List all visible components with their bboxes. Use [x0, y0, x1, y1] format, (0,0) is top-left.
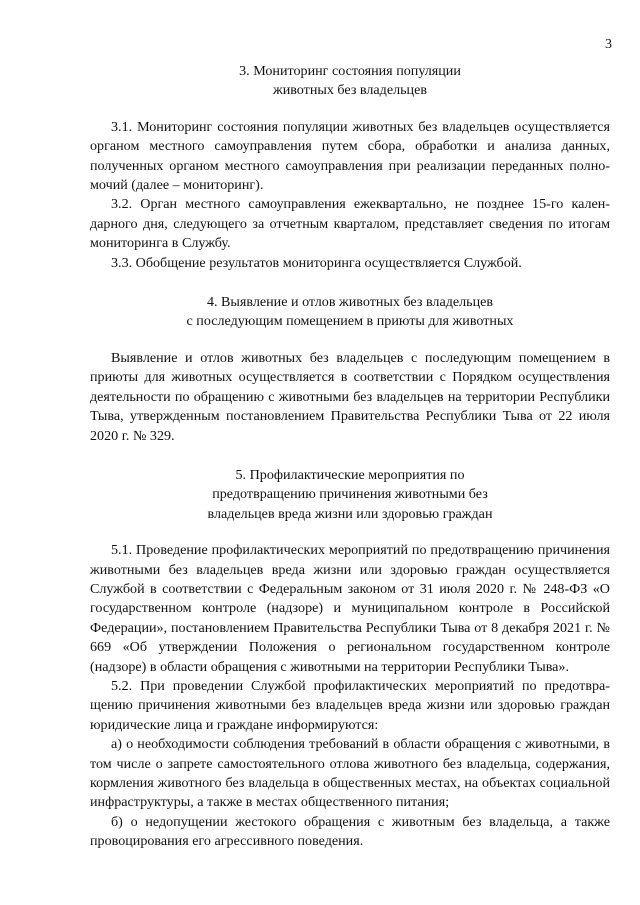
paragraph-4: Выявление и отлов животных без владельцев с последующим помещением в приюты для животных осуществляется в соответствии с Порядком осуществления деятельности по обращению с животными без владельцев на территории Республики Тыва, утвержденным постановлением Правительства Республики Тыва от 22 июля 2020 г. № 329.: [90, 349, 610, 444]
heading-line: с последующим помещением в приюты для животных: [186, 313, 514, 330]
paragraph-3-1: 3.1. Мониторинг состояния популяции животных без владельцев осуществляется органом местного самоуправления путем сбора, обработки и анализа данных, полученных органом местного самоуправления при реализации переданных полномочий (далее – мониторинг).: [90, 118, 610, 194]
section-5-heading: [90, 466, 610, 524]
section-4-heading: [90, 293, 610, 332]
paragraph-5-2-b: б) о недопущении жестокого обращения с животным без владельца, а также провоцирования его агрессивного поведения.: [90, 813, 610, 850]
paragraph-5-1: 5.1. Проведение профилактических мероприятий по предотвращению причинения животными без владельцев вреда жизни или здоровью граждан осуществляется Службой в соответствии с Федеральным законом от 31 июля 2020 г. № 248-ФЗ «О государственном контроле (надзоре) и муниципальном контроле в Российской Федерации», постановлением Правительства Республики Тыва от 8 декабря 2021 г. № 669 «Об утверждении Положения о региональном государственном контроле (надзоре) в области обращения с животными на территории Республики Тыва».: [90, 542, 610, 675]
paragraph-5-2: 5.2. При проведении Службой профилактических мероприятий по предотвращению причинения животными без владельцев вреда жизни или здоровью граждан юридические лица и граждане информируются:: [90, 677, 610, 733]
paragraph-3-2: 3.2. Орган местного самоуправления ежеквартально, не позднее 15-го календарного дня, следующего за отчетным кварталом, представляет сведения по итогам мониторинга в Службу.: [90, 196, 610, 252]
heading-line: 4. Выявление и отлов животных без владельцев: [206, 294, 494, 311]
heading-line: животных без владельцев: [272, 82, 428, 99]
document-body: [90, 62, 610, 852]
heading-line: владельцев вреда жизни или здоровью граждан: [207, 505, 493, 522]
paragraph-5-2-a: а) о необходимости соблюдения требований в области обращения с животными, в том числе о запрете самостоятельного отлова животного без владельца, содержания, кормления животного без владельца в общественных местах, на объектах социальной инфраструктуры, а также в местах общественного питания;: [90, 736, 610, 811]
paragraph-3-3: 3.3. Обобщение результатов мониторинга осуществляется Службой.: [111, 254, 522, 271]
heading-line: предотвращению причинения животными без: [212, 486, 488, 503]
page-number: 3: [605, 37, 612, 52]
heading-line: 3. Мониторинг состояния популяции: [239, 63, 461, 79]
section-3-heading: [90, 62, 610, 101]
heading-line: 5. Профилактические мероприятия по: [235, 466, 465, 483]
